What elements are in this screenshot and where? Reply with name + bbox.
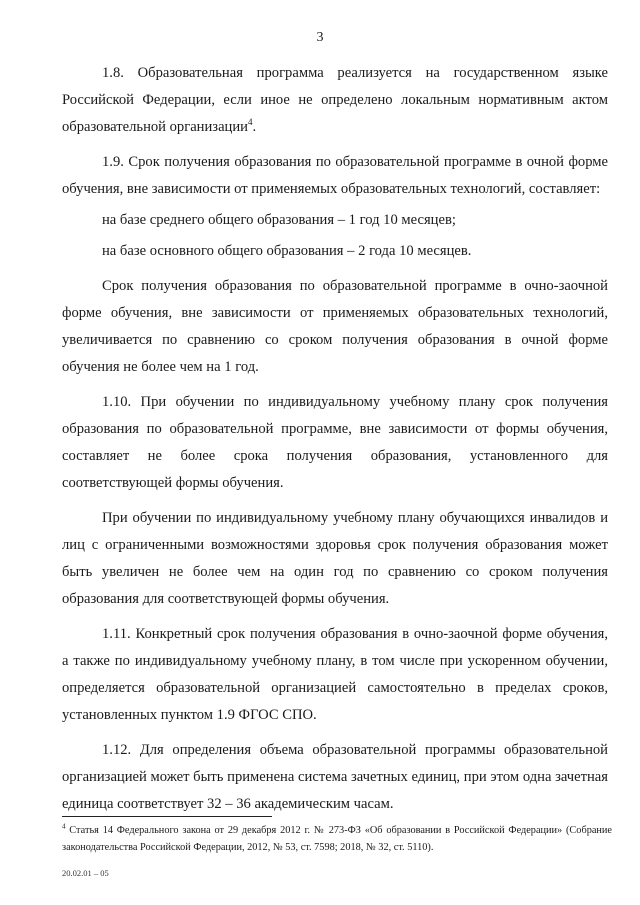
paragraph-1-10: 1.10. При обучении по индивидуальному учебному плану срок получения образования по образовательной программе, вне зависимости от формы обучения, составляет не более срока получения образования, установленного для соответствующей формы обучения. xyxy=(62,394,608,491)
page-number: 3 xyxy=(316,30,324,45)
paragraph-1-8-end: . xyxy=(252,119,257,135)
paragraph-part-time-form: Срок получения образования по образовательной программе в очно-заочной форме обучения, вне зависимости от применяемых образовательных технологий, увеличивается по сравнению со сроком получения образования в очной форме обучения не более чем на 1 год. xyxy=(62,278,608,375)
footnote-reference: 4 xyxy=(247,117,253,128)
paragraph-1-8-text: 1.8. Образовательная программа реализуется на государственном языке Российской Федерации, если иное не определено локальным нормативным актом образовательной организации xyxy=(62,65,608,135)
footnote xyxy=(62,822,612,856)
paragraph-1-12: 1.12. Для определения объема образовательной программы образовательной организацией может быть применена система зачетных единиц, при этом одна зачетная единица соответствует 32 – 36 академическим часам. xyxy=(62,742,608,812)
paragraph-disabled-students: При обучении по индивидуальному учебному плану обучающихся инвалидов и лиц с ограниченными возможностями здоровья срок получения образования может быть увеличен не более чем на один год по сравнению со сроком получения образования для соответствующей формы обучения. xyxy=(62,510,608,607)
footnote-divider xyxy=(62,816,272,817)
paragraph-1-11: 1.11. Конкретный срок получения образования в очно-заочной форме обучения, а также по индивидуальному учебному плану, в том числе при ускоренном обучении, определяется образовательной организацией самостоятельно в пределах сроков, установленных пунктом 1.9 ФГОС СПО. xyxy=(62,626,608,723)
document-body xyxy=(62,60,608,818)
footnote-text: Статья 14 Федерального закона от 29 декабря 2012 г. № 273-ФЗ «Об образовании в Российской Федерации» (Собрание законодательства Российской Федерации, 2012, № 53, ст. 7598; 2018, № 32, ст. 5110). xyxy=(62,825,612,853)
paragraph-1-8 xyxy=(62,60,608,141)
document-code: 20.02.01 – 05 xyxy=(62,868,109,878)
footnote-marker: 4 xyxy=(62,822,66,831)
list-item-secondary-general: на базе среднего общего образования – 1 год 10 месяцев; xyxy=(102,212,456,228)
paragraph-1-9: 1.9. Срок получения образования по образовательной программе в очной форме обучения, вне зависимости от применяемых образовательных технологий, составляет: xyxy=(62,154,608,197)
list-item-basic-general: на базе основного общего образования – 2 года 10 месяцев. xyxy=(102,243,472,259)
